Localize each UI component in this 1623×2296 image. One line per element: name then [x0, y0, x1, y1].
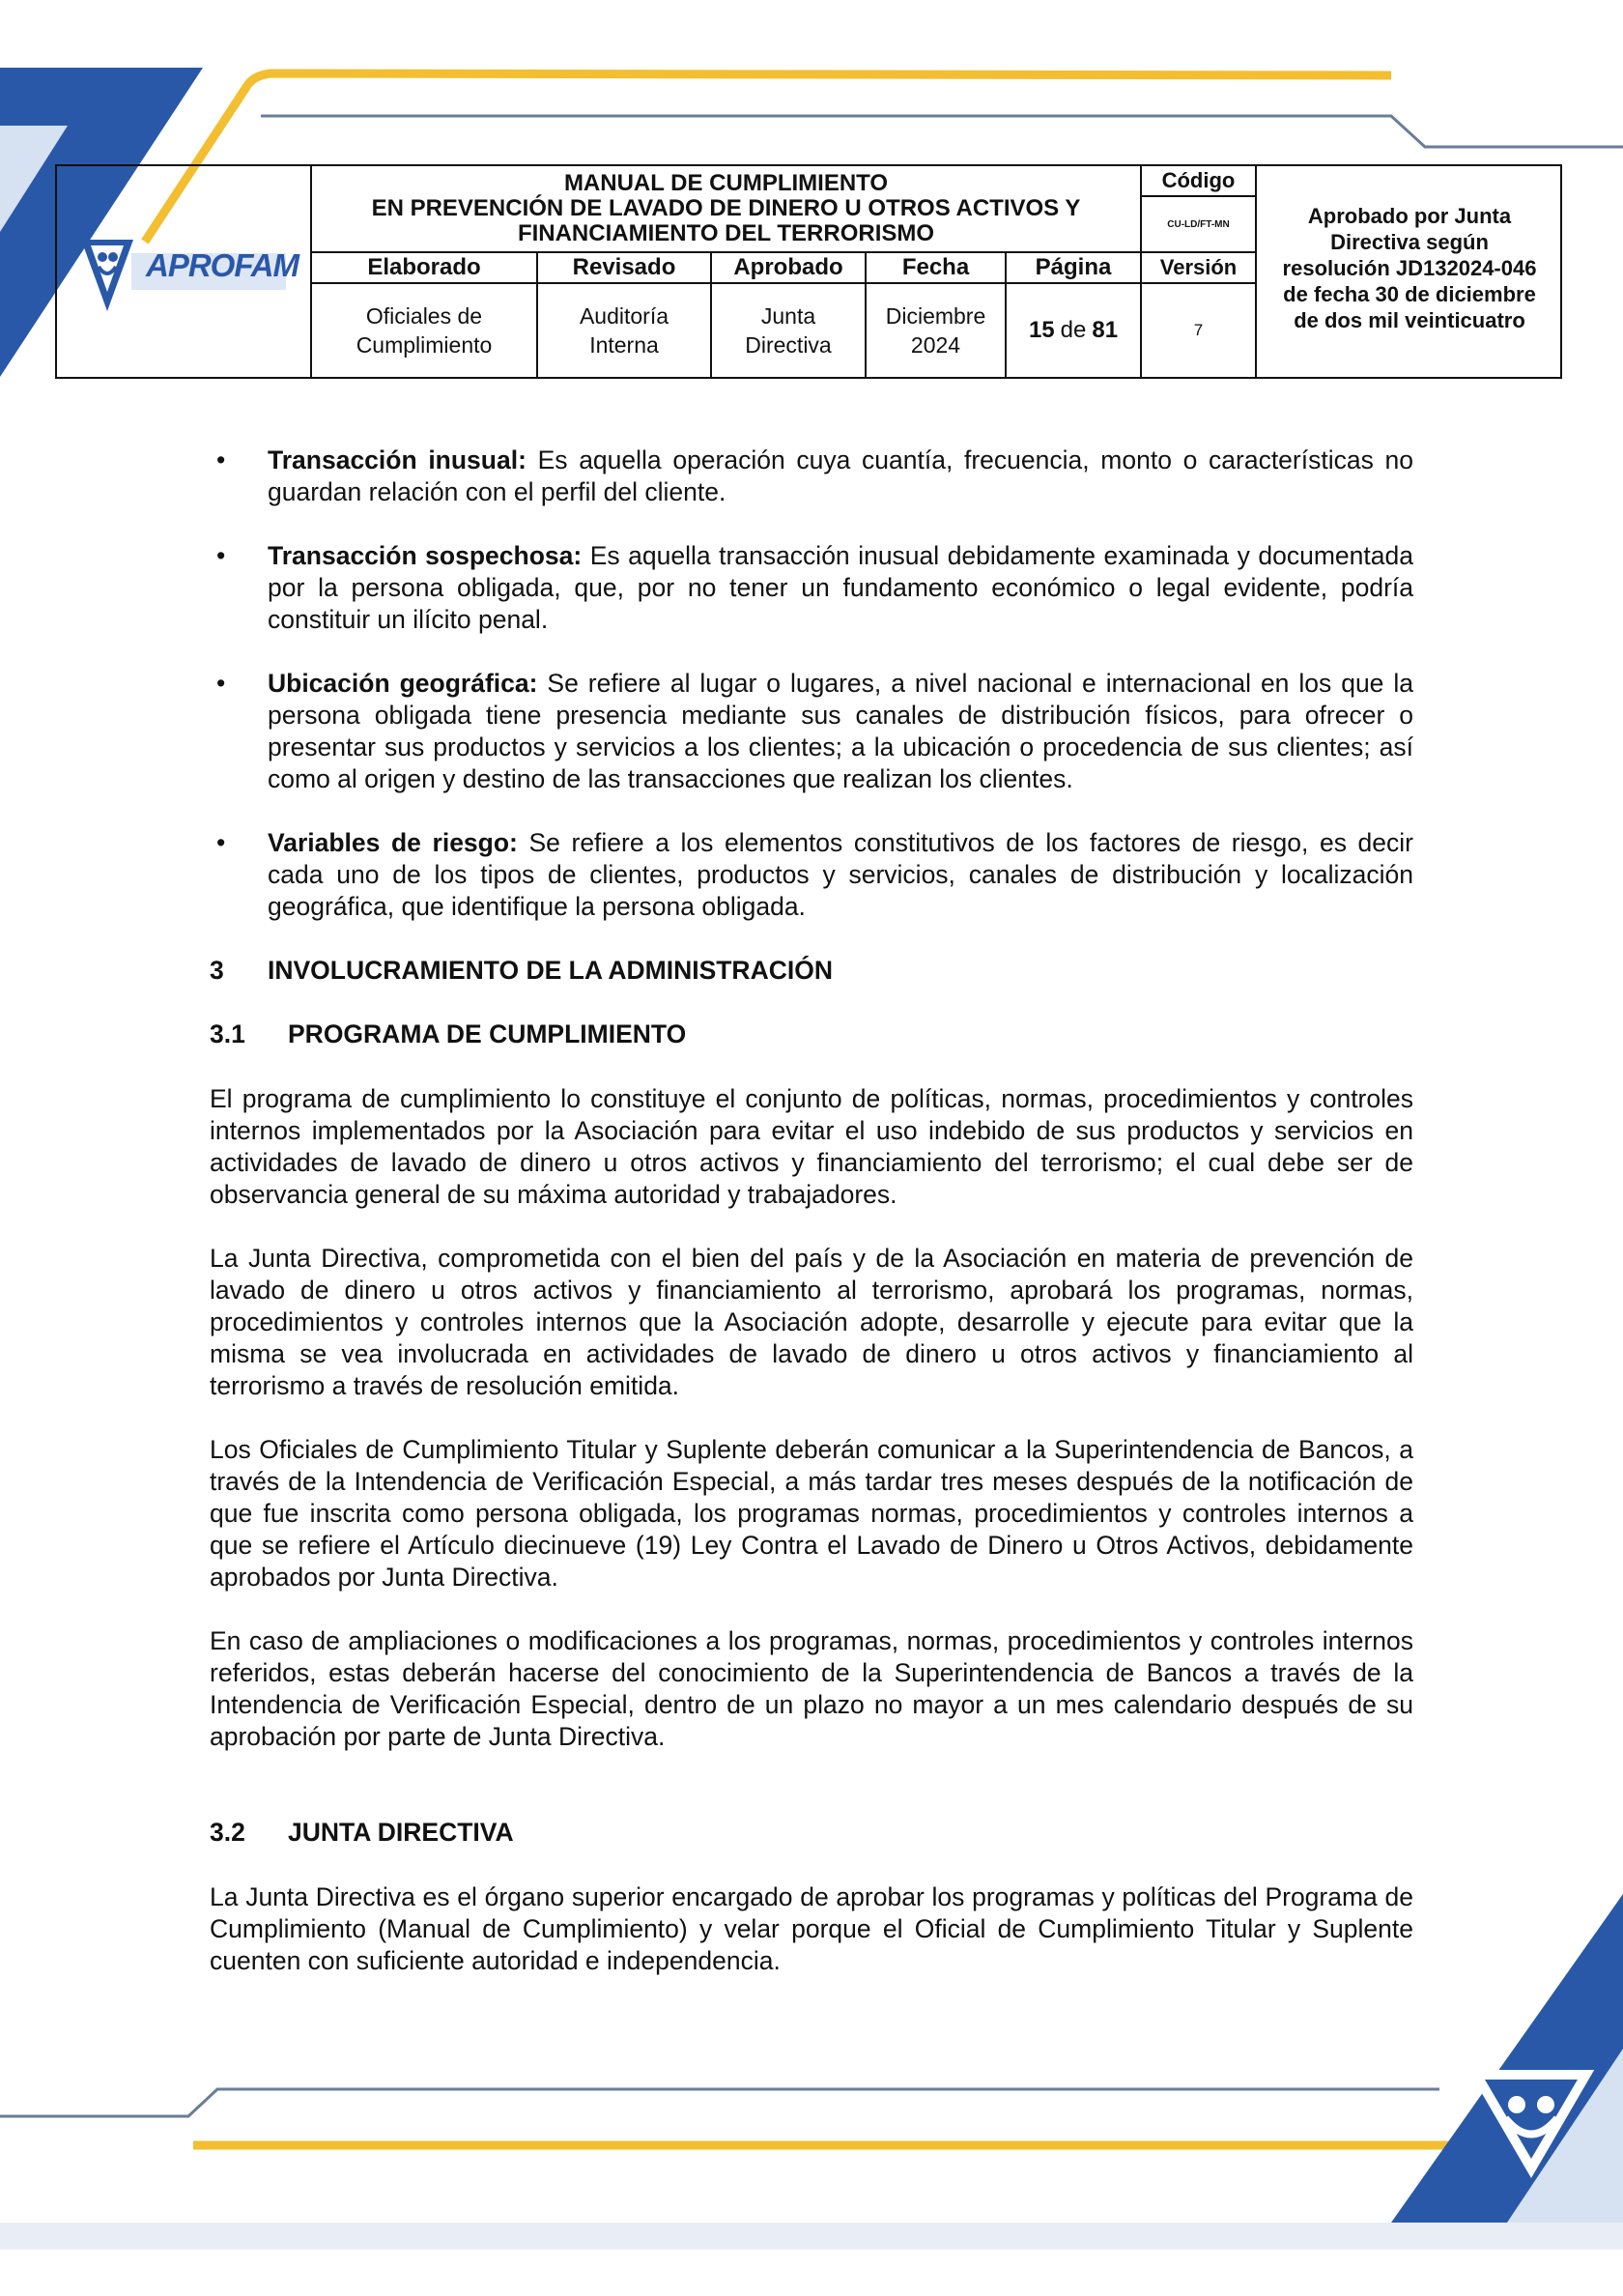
definition-text: Se refiere a los elementos constitutivos de los factores de riesgo, es decir cada uno de los tipos de clientes, productos y servicios, canales de distribución y localización geográfica, que identifique la persona obligada.	[268, 828, 1413, 921]
page-number	[1007, 284, 1140, 377]
title-line-2: EN PREVENCIÓN DE LAVADO DE DINERO U OTROS ACTIVOS Y	[371, 195, 1081, 221]
top-gray-line	[261, 116, 1623, 147]
page-current: 15	[1028, 317, 1055, 343]
paragraph: La Junta Directiva es el órgano superior encargado de aprobar los programas y políticas del Programa de Cumplimiento (Manual de Cumplimiento) y velar porque el Oficial de Cumplimiento Titular y Suplente cuenten con suficiente autoridad e independencia.	[210, 1882, 1413, 1975]
elaborado-value: Oficiales de Cumplimiento	[356, 303, 493, 358]
version-value: 7	[1193, 321, 1204, 339]
version-label: Versión	[1159, 255, 1238, 279]
aprobado-value: Junta Directiva	[745, 303, 832, 358]
logo-text: APROFAM	[146, 247, 299, 283]
manual-title	[312, 166, 1140, 251]
bullet-icon: •	[216, 445, 226, 474]
definition-text: Es aquella operación cuya cuantía, frecuencia, monto o características no guardan relación con el perfil del cliente.	[268, 445, 1413, 506]
section-number: 3.2	[210, 1818, 245, 1847]
definition-text: Es aquella transacción inusual debidamente examinada y documentada por la persona obligada, que, por no tener un fundamento económico o legal evidente, podría constituir un ilícito penal.	[268, 541, 1413, 634]
document-header-table	[55, 164, 1562, 379]
aprofam-logo	[57, 166, 310, 377]
section-3-heading	[210, 955, 1413, 987]
codigo-label: Código	[1161, 168, 1236, 192]
bottom-yellow-sweep	[193, 2010, 1555, 2145]
bullet-icon: •	[216, 828, 226, 857]
section-title: JUNTA DIRECTIVA	[288, 1818, 514, 1847]
page-separator: de	[1060, 317, 1087, 343]
definition-bullet	[210, 668, 1413, 795]
definition-bullet	[210, 445, 1413, 508]
revisado-value: Auditoría Interna	[579, 303, 669, 358]
codigo-value: CU-LD/FT-MN	[1167, 218, 1230, 230]
document-body	[210, 445, 1413, 2009]
definition-term: Ubicación geográfica:	[268, 669, 538, 698]
revisado-label: Revisado	[572, 254, 676, 280]
definition-term: Transacción sospechosa:	[268, 541, 583, 570]
paragraph: La Junta Directiva, comprometida con el bien del país y de la Asociación en materia de prevención de lavado de dinero u otros activos y financiamiento al terrorismo, aprobará los programas, normas, procedimientos y controles internos que la Asociación adopte, desarrolle y ejecute para evitar que la misma se vea involucrada en actividades de lavado de dinero u otros activos y financiamiento al terrorismo a través de resolución emitida.	[210, 1244, 1413, 1400]
definition-bullet	[210, 540, 1413, 636]
elaborado-label: Elaborado	[367, 254, 481, 280]
definition-bullet	[210, 827, 1413, 923]
section-title: PROGRAMA DE CUMPLIMIENTO	[288, 1019, 687, 1048]
paragraph: El programa de cumplimiento lo constituye el conjunto de políticas, normas, procedimientos y controles internos implementados por la Asociación para evitar el uso indebido de sus productos y servicios en actividades de lavado de dinero u otros activos y financiamiento del terrorismo; el cual debe ser de observancia general de su máxima autoridad y trabajadores.	[210, 1084, 1413, 1209]
approval-note: Aprobado por Junta Directiva según resolución JD132024-046 de fecha 30 de diciembre de dos mil veinticuatro	[1282, 203, 1537, 332]
definition-term: Transacción inusual:	[268, 445, 527, 474]
section-number: 3	[210, 956, 224, 985]
bullet-icon: •	[216, 541, 226, 570]
definition-term: Variables de riesgo:	[268, 828, 518, 857]
definition-text: Se refiere al lugar o lugares, a nivel nacional e internacional en los que la persona obligada tiene presencia mediante sus canales de distribución físicos, para ofrecer o presentar sus productos y servicios a los clientes; a la ubicación o procedencia de sus clientes; así como al origen y destino de las transacciones que realizan los clientes.	[268, 669, 1413, 793]
bottom-light-strip	[0, 2223, 1623, 2250]
section-number: 3.1	[210, 1019, 245, 1048]
page-total: 81	[1092, 317, 1119, 343]
fecha-label: Fecha	[901, 254, 970, 280]
title-line-3: FINANCIAMIENTO DEL TERRORISMO	[517, 220, 935, 246]
fecha-value: Diciembre 2024	[885, 303, 986, 358]
section-3-1-heading	[210, 1019, 1413, 1050]
pagina-label: Página	[1035, 254, 1112, 280]
bullet-icon: •	[216, 669, 226, 698]
section-title: INVOLUCRAMIENTO DE LA ADMINISTRACIÓN	[268, 956, 833, 985]
aprobado-label: Aprobado	[733, 254, 843, 280]
paragraph: En caso de ampliaciones o modificaciones a los programas, normas, procedimientos y controles internos referidos, estas deberán hacerse del conocimiento de la Superintendencia de Bancos a través de la Intendencia de Verificación Especial, dentro de un plazo no mayor a un mes calendario después de su aprobación por parte de Junta Directiva.	[210, 1626, 1413, 1751]
paragraph: Los Oficiales de Cumplimiento Titular y Suplente deberán comunicar a la Superintendencia de Bancos, a través de la Intendencia de Verificación Especial, a más tardar tres meses después de la notificación de que fue inscrita como persona obligada, los programas normas, procedimientos y controles internos a que se refiere el Artículo diecinueve (19) Ley Contra el Lavado de Dinero u Otros Activos, debidamente aprobados por Junta Directiva.	[210, 1435, 1413, 1592]
title-line-1: MANUAL DE CUMPLIMIENTO	[563, 170, 889, 196]
section-3-2-heading	[210, 1817, 1413, 1849]
bottom-gray-line	[0, 2089, 1439, 2116]
